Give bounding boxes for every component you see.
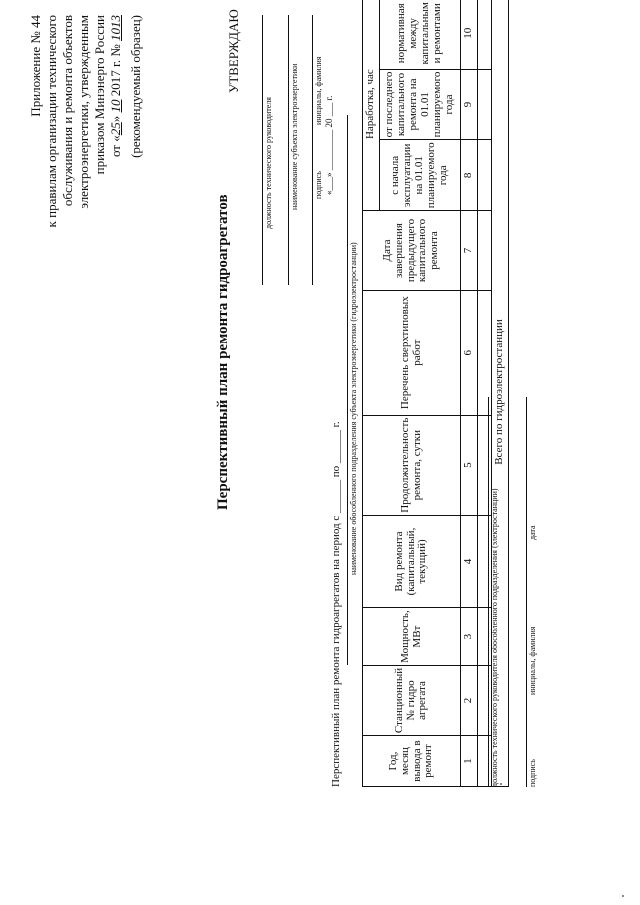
document-title: Перспективный план ремонта гидроагрегатов (215, 194, 231, 510)
approve-entity-line (288, 15, 289, 285)
footer-position-caption: должность технического руководителя обособленного подразделения (электростанции) (490, 488, 499, 787)
footer-date-caption: дата (528, 525, 537, 540)
scan-speck (500, 783, 502, 785)
appendix-title: Приложение № 44 (28, 15, 43, 117)
footer-name-caption: инициалы, фамилия (528, 626, 537, 695)
order-number: 1013 (108, 15, 123, 41)
approve-title: УТВЕРЖДАЮ (226, 9, 241, 93)
empty-cell (478, 0, 492, 69)
approve-entity-caption: наименование субъекта электроэнергетики (290, 63, 299, 210)
number-cell: 4 (461, 515, 478, 608)
recommended-sample: (рекомендуемый образец) (128, 15, 143, 158)
header-cell: Станционный № гидро агрегата (363, 665, 461, 735)
number-cell: 3 (461, 608, 478, 666)
number-cell: 7 (461, 211, 478, 291)
header-cell: Мощность, МВт (363, 608, 461, 666)
subdivision-caption: наименование обособленного подразделения субъекта электроэнергетики (гидроэлектростанции) (349, 242, 358, 575)
appendix-line: приказом Минэнерго России (92, 15, 107, 175)
order-month: 10 (108, 99, 123, 113)
approve-position-caption: должность технического руководителя (264, 97, 273, 229)
number-cell: 2 (461, 665, 478, 735)
table-header-row (363, 0, 380, 787)
subheader-cell: нормативная между капитальным и ремонтами (380, 0, 461, 69)
table-numbers-row (461, 0, 478, 787)
approve-signature-caption: подпись (314, 171, 323, 199)
number-cell: 8 (461, 140, 478, 211)
subheader-cell: от последнего капитального ремонта на 01.01 планируемого года (380, 69, 461, 140)
footer-signature-caption: подпись (528, 759, 537, 787)
number-cell: 1 (461, 736, 478, 787)
subheader-cell: с начала эксплуатации на 01.01 планируемого года (380, 140, 461, 211)
period-line: Перспективный план ремонта гидроагрегатов на период с ______ по ______ г. (330, 421, 342, 787)
header-cell: Год, месяц вывода в ремонт (363, 736, 461, 787)
appendix-line: обслуживания и ремонта объектов (60, 15, 75, 207)
number-cell: 9 (461, 69, 478, 140)
header-cell: Дата завершения предыдущего капитального ремонта (363, 211, 461, 291)
appendix-line: к правилам организации технического (44, 15, 59, 228)
footer-position-line (488, 397, 489, 787)
approve-date-line: «___» _________ 20 ___ г. (324, 95, 334, 195)
approve-name-caption: инициалы, фамилия (314, 56, 323, 125)
order-day: 25 (108, 122, 123, 136)
empty-cell (478, 211, 492, 291)
header-cell: Перечень сверхтиповых работ (363, 290, 461, 415)
appendix-line: электроэнергетики, утвержденным (76, 15, 91, 209)
empty-cell (478, 140, 492, 211)
number-cell: 6 (461, 290, 478, 415)
scan-speck (622, 895, 624, 897)
number-cell: 5 (461, 415, 478, 515)
total-cell: Всего по гидроэлектростанции (492, 0, 509, 787)
empty-cell (478, 69, 492, 140)
number-cell: 10 (461, 0, 478, 69)
plan-table (362, 0, 509, 787)
appendix-block (28, 15, 144, 345)
header-cell: Вид ремонта (капитальный, текущий) (363, 515, 461, 608)
subdivision-line (347, 115, 348, 665)
header-cell: Продолжительность ремонта, сутки (363, 415, 461, 515)
approve-position-line (262, 15, 263, 285)
approve-signature-line (312, 15, 313, 285)
group-header-cell: Наработка, час (363, 0, 380, 211)
footer-signature-line (526, 397, 527, 787)
empty-cell (478, 290, 492, 415)
order-line: от «25» 10 2017 г. № 1013 (108, 15, 123, 158)
